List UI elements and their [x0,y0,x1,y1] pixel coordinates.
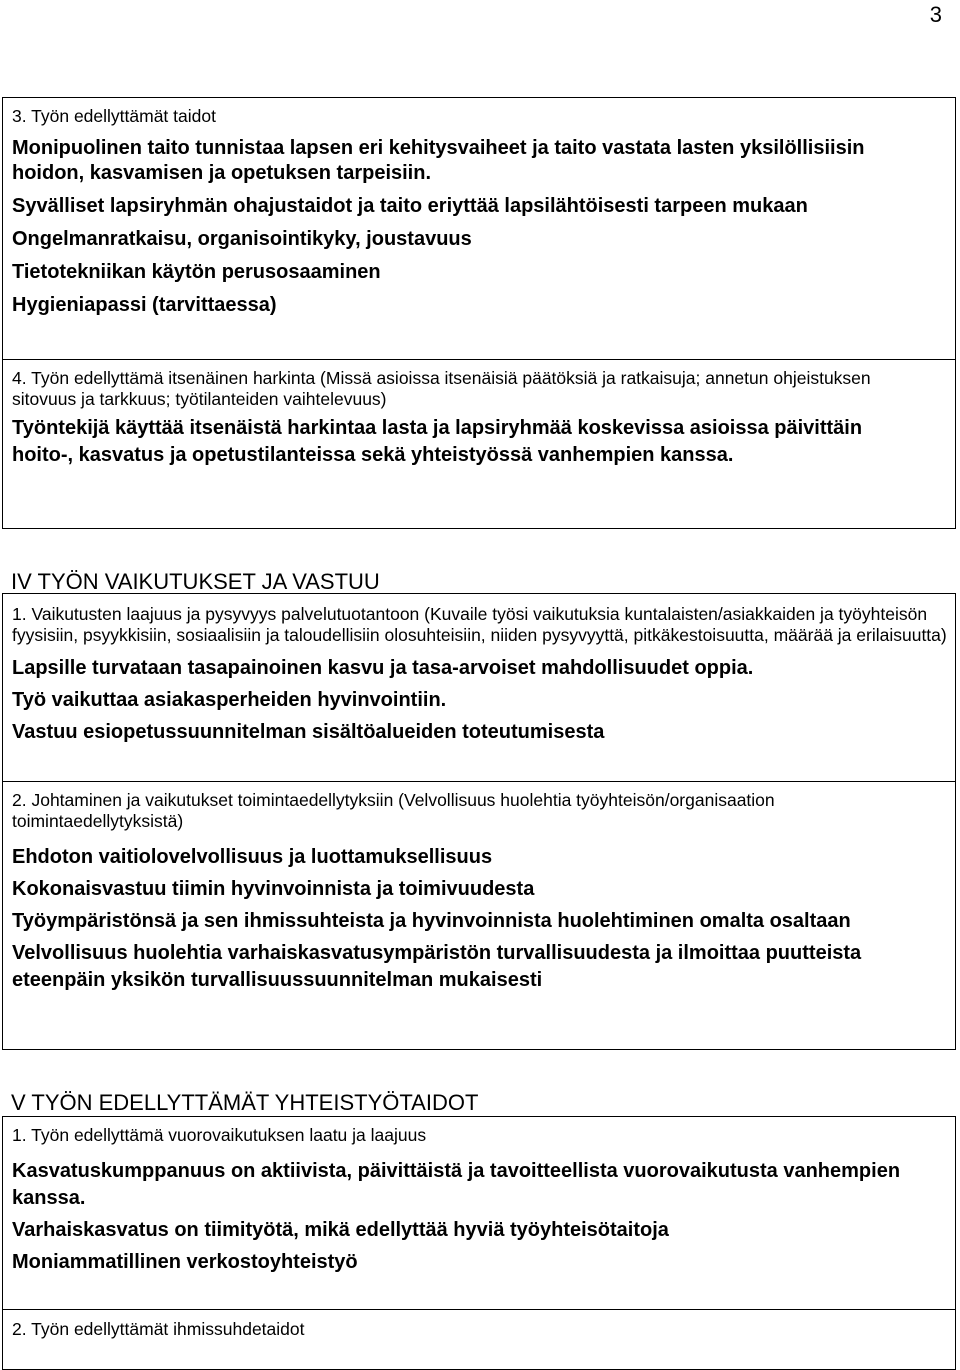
iv-2-question: 2. Johtaminen ja vaikutukset toimintaedellytyksiin (Velvollisuus huolehtia työyhteisön/organisaation toimintaedellytyksistä) [12,790,775,831]
iv-2-line-2: Kokonaisvastuu tiimin hyvinvoinnista ja toimivuudesta [12,878,535,900]
v-1-line-2: Varhaiskasvatus on tiimityötä, mikä edellyttää hyviä työyhteisötaitoja [12,1219,669,1241]
iv-2-line-4: Velvollisuus huolehtia varhaiskasvatusympäristön turvallisuudesta ja ilmoittaa puutteista eteenpäin yksikön turvallisuussuunnitelman mukaisesti [12,942,862,991]
v-1-line-3: Moniammatillinen verkostoyhteistyö [12,1251,358,1273]
iv-1-line-3: Vastuu esiopetussuunnitelman sisältöalueiden toteutumisesta [12,721,605,743]
v-2-box [2,1310,956,1370]
page-number: 3 [929,2,942,27]
v-2-question: 2. Työn edellyttämät ihmissuhdetaidot [12,1319,305,1339]
iv-2-box [2,782,956,1050]
iv-1-box [2,593,956,782]
iv-1-question: 1. Vaikutusten laajuus ja pysyvyys palvelutuotantoon (Kuvaile työsi vaikutuksia kuntalaisten/asiakkaiden ja työyhteisön fyysisiin, psyykkisiin, sosiaalisiin ja taloudellisiin olosuhteisiin, niiden pysyvyyttä, pitkäkestoisuutta, määrää ja erilaisuutta) [12,604,947,645]
skills-line-5: Hygieniapassi (tarvittaessa) [12,294,277,316]
heading-v: V TYÖN EDELLYTTÄMÄT YHTEISTYÖTAIDOT [11,1090,479,1115]
skills-line-2: Syvälliset lapsiryhmän ohajustaidot ja taito eriyttää lapsilähtöisesti tarpeen mukaan [12,195,808,217]
section-3-title: 3. Työn edellyttämät taidot [12,106,216,126]
section-4-question: 4. Työn edellyttämä itsenäinen harkinta (Missä asioissa itsenäisiä päätöksiä ja ratkaisuja; annetun ohjeistuksen sitovuus ja tarkkuus; työtilanteiden vaihtelevuus) [12,368,871,409]
section-4-answer: Työntekijä käyttää itsenäistä harkintaa lasta ja lapsiryhmää koskevissa asioissa päivittäin hoito-, kasvatus ja opetustilanteissa sekä yhteistyössä vanhempien kanssa. [12,417,863,466]
skills-line-3: Ongelmanratkaisu, organisointikyky, joustavuus [12,228,472,250]
heading-iv: IV TYÖN VAIKUTUKSET JA VASTUU [11,569,380,594]
iv-1-line-1: Lapsille turvataan tasapainoinen kasvu ja tasa-arvoiset mahdollisuudet oppia. [12,657,754,679]
section-3-box [2,97,956,359]
skills-line-1: Monipuolinen taito tunnistaa lapsen eri kehitysvaiheet ja taito vastata lasten yksilöllisiisin hoidon, kasvamisen ja opetuksen tarpeisiin. [12,137,865,184]
iv-1-line-2: Työ vaikuttaa asiakasperheiden hyvinvointiin. [12,689,447,711]
v-1-box [2,1116,956,1310]
iv-2-line-1: Ehdoton vaitiolovelvollisuus ja luottamuksellisuus [12,846,493,868]
v-1-line-1: Kasvatuskumppanuus on aktiivista, päivittäistä ja tavoitteellista vuorovaikutusta vanhempien kanssa. [12,1160,901,1209]
section-4-box [2,359,956,529]
iv-2-line-3: Työympäristönsä ja sen ihmissuhteista ja hyvinvoinnista huolehtiminen omalta osaltaan [12,910,851,932]
skills-line-4: Tietotekniikan käytön perusosaaminen [12,261,381,283]
v-1-question: 1. Työn edellyttämä vuorovaikutuksen laatu ja laajuus [12,1125,427,1145]
